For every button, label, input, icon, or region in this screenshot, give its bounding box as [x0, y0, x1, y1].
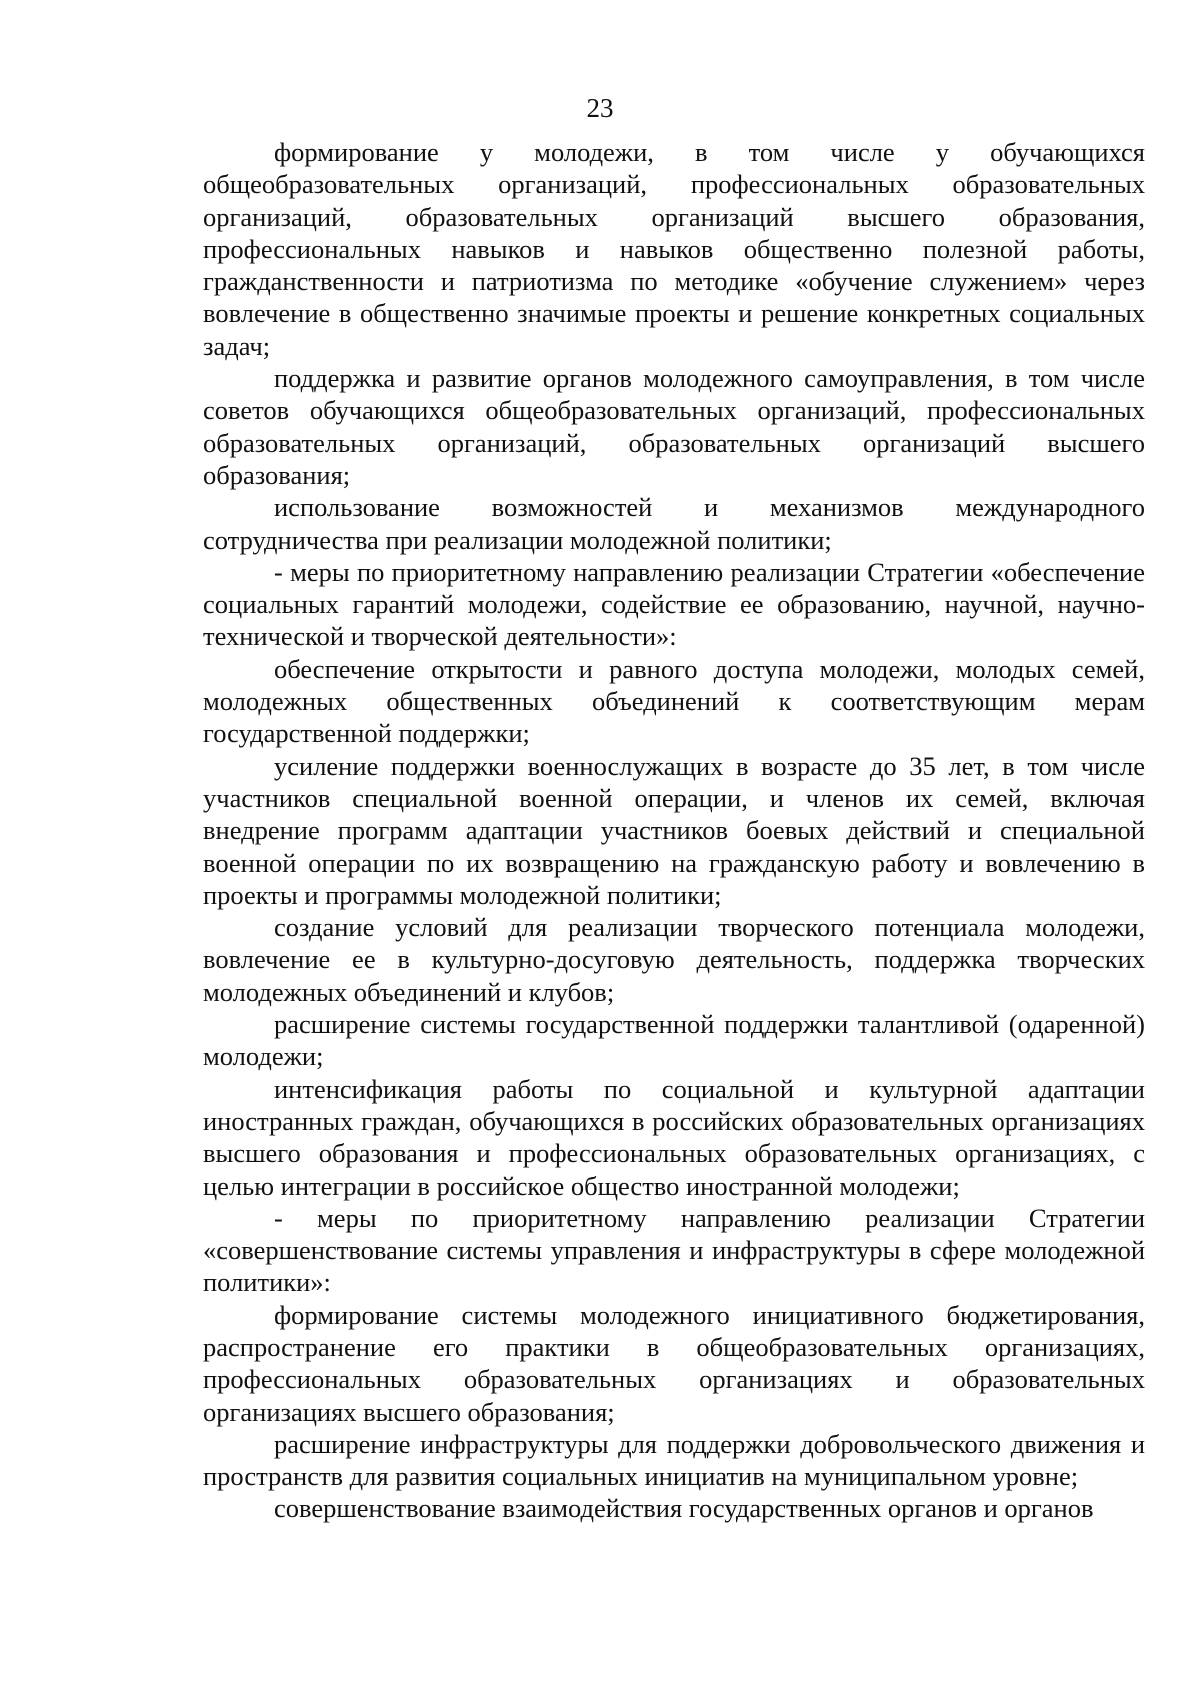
document-body: [203, 136, 1145, 1525]
paragraph: создание условий для реализации творческого потенциала молодежи, вовлечение ее в культурно-досуговую деятельность, поддержка творческих молодежных объединений и клубов;: [203, 912, 1145, 1007]
paragraph: расширение инфраструктуры для поддержки добровольческого движения и пространств для развития социальных инициатив на муниципальном уровне;: [203, 1428, 1145, 1492]
paragraph: использование возможностей и механизмов международного сотрудничества при реализации молодежной политики;: [203, 492, 1145, 555]
paragraph: - меры по приоритетному направлению реализации Стратегии «совершенствование системы управления и инфраструктуры в сфере молодежной политики»:: [203, 1202, 1145, 1298]
paragraph: расширение системы государственной поддержки талантливой (одаренной) молодежи;: [203, 1009, 1145, 1072]
paragraph: формирование у молодежи, в том числе у обучающихся общеобразовательных организаций, профессиональных образовательных организаций, образовательных организаций высшего образования, профессиональных навыков и навыков общественно полезной работы, гражданственности и патриотизма по методике «обучение служением» через вовлечение в общественно значимые проекты и решение конкретных социальных задач;: [203, 137, 1145, 361]
paragraph: обеспечение открытости и равного доступа молодежи, молодых семей, молодежных общественных объединений к соответствующим мерам государственной поддержки;: [203, 653, 1145, 749]
paragraph: интенсификация работы по социальной и культурной адаптации иностранных граждан, обучающихся в российских образовательных организациях высшего образования и профессиональных образовательных организациях, с целью интеграции в российское общество иностранной молодежи;: [203, 1073, 1145, 1201]
paragraph: совершенствование взаимодействия государственных органов и органов: [274, 1493, 1094, 1524]
paragraph: формирование системы молодежного инициативного бюджетирования, распространение его практики в общеобразовательных организациях, профессиональных образовательных организациях и образовательных организациях высшего образования;: [203, 1299, 1145, 1427]
paragraph: усиление поддержки военнослужащих в возрасте до 35 лет, в том числе участников специальной военной операции, и членов их семей, включая внедрение программ адаптации участников боевых действий и специальной военной операции по их возвращению на гражданскую работу и вовлечению в проекты и программы молодежной политики;: [203, 750, 1145, 910]
paragraph: - меры по приоритетному направлению реализации Стратегии «обеспечение социальных гарантий молодежи, содействие ее образованию, научной, научно-технической и творческой деятельности»:: [203, 556, 1145, 652]
page-number: 23: [586, 93, 614, 123]
paragraph: поддержка и развитие органов молодежного самоуправления, в том числе советов обучающихся общеобразовательных организаций, профессиональных образовательных организаций, образовательных организаций высшего образования;: [203, 363, 1145, 490]
